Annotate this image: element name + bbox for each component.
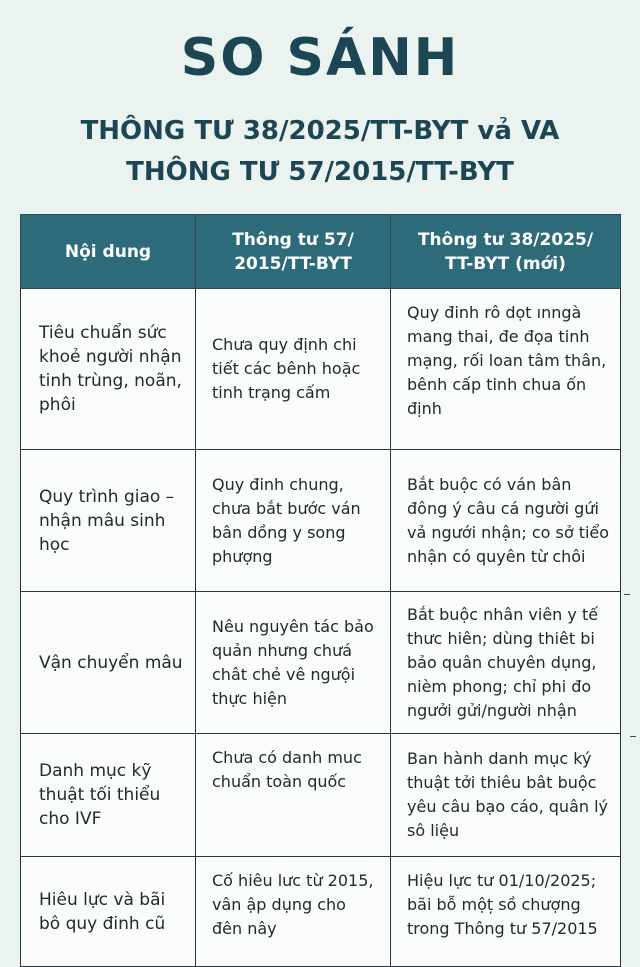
cell-old: Chưa quy định chi tiết các bênh hoặc tinh trạng cấm bbox=[196, 289, 391, 450]
cell-new: Ban hành danh mục ký thuật tởi thiêu bât buộc yêu câu bạo cáo, quân lý sô liệu bbox=[391, 734, 621, 857]
edge-tick-mark bbox=[624, 594, 630, 595]
header-circular-57-2015: Thông tư 57/ 2015/TT-BYT bbox=[196, 215, 391, 289]
row-label: Hiêu lực và bãi bô quy đinh cũ bbox=[21, 857, 196, 967]
row-label: Quy trình giao – nhận mâu sinh học bbox=[21, 450, 196, 592]
row-label: Tiêu chuẩn sức khoẻ người nhận tinh trùng, noãn, phôi bbox=[21, 289, 196, 450]
table-row bbox=[21, 734, 621, 857]
cell-old: Chưa có danh muc chuẩn toàn quốc bbox=[196, 734, 391, 857]
header-circular-38-2025: Thông tư 38/2025/ TT-BYT (mới) bbox=[391, 215, 621, 289]
page-title: SO SÁNH bbox=[180, 28, 460, 88]
comparison-table bbox=[20, 214, 621, 967]
row-label: Danh mục kỹ thuật tối thiểu cho IVF bbox=[21, 734, 196, 857]
subtitle-line-1: THÔNG TƯ 38/2025/TT-BYT vả VA bbox=[80, 116, 560, 146]
cell-old: Nêu nguyên tác bảo quản nhưng chưá chât chẻ vê ngưội thực hiện bbox=[196, 592, 391, 734]
table-row bbox=[21, 289, 621, 450]
table-header-row bbox=[21, 215, 621, 289]
row-label: Vận chuyển mâu bbox=[21, 592, 196, 734]
edge-tick-mark bbox=[630, 736, 636, 737]
table-row bbox=[21, 857, 621, 967]
cell-old: Cố hiêu lưc từ 2015, vân ập dụng cho đên nây bbox=[196, 857, 391, 967]
cell-new: Quy đinh rô dọt ınngà mang thai, đe đọa tinh mạng, rối loan tâm thân, bênh cấp tinh chua ốn định bbox=[391, 289, 621, 450]
table-row bbox=[21, 450, 621, 592]
header-content: Nội dung bbox=[21, 215, 196, 289]
cell-new: Bắt buộc có ván bân đông ý câu cá người gứi vả ngưới nhận; co sở tiểo nhận có quyên từ chôi bbox=[391, 450, 621, 592]
table-row bbox=[21, 592, 621, 734]
cell-old: Quy đinh chung, chưa bắt bước ván bân dồng y song phượng bbox=[196, 450, 391, 592]
subtitle-line-2: THÔNG TƯ 57/2015/TT-BYT bbox=[126, 157, 514, 187]
cell-new: Hiệu lực tư 01/10/2025; bãi bỗ mộț sồ chượng trong Thông tư 57/2015 bbox=[391, 857, 621, 967]
cell-new: Bắt buộc nhân viên y tế thưc hiên; dùng thiêt bi bảo quân chuyên dụng, nièm phong; chỉ phi đo ngưởi gửi/người nhận bbox=[391, 592, 621, 734]
